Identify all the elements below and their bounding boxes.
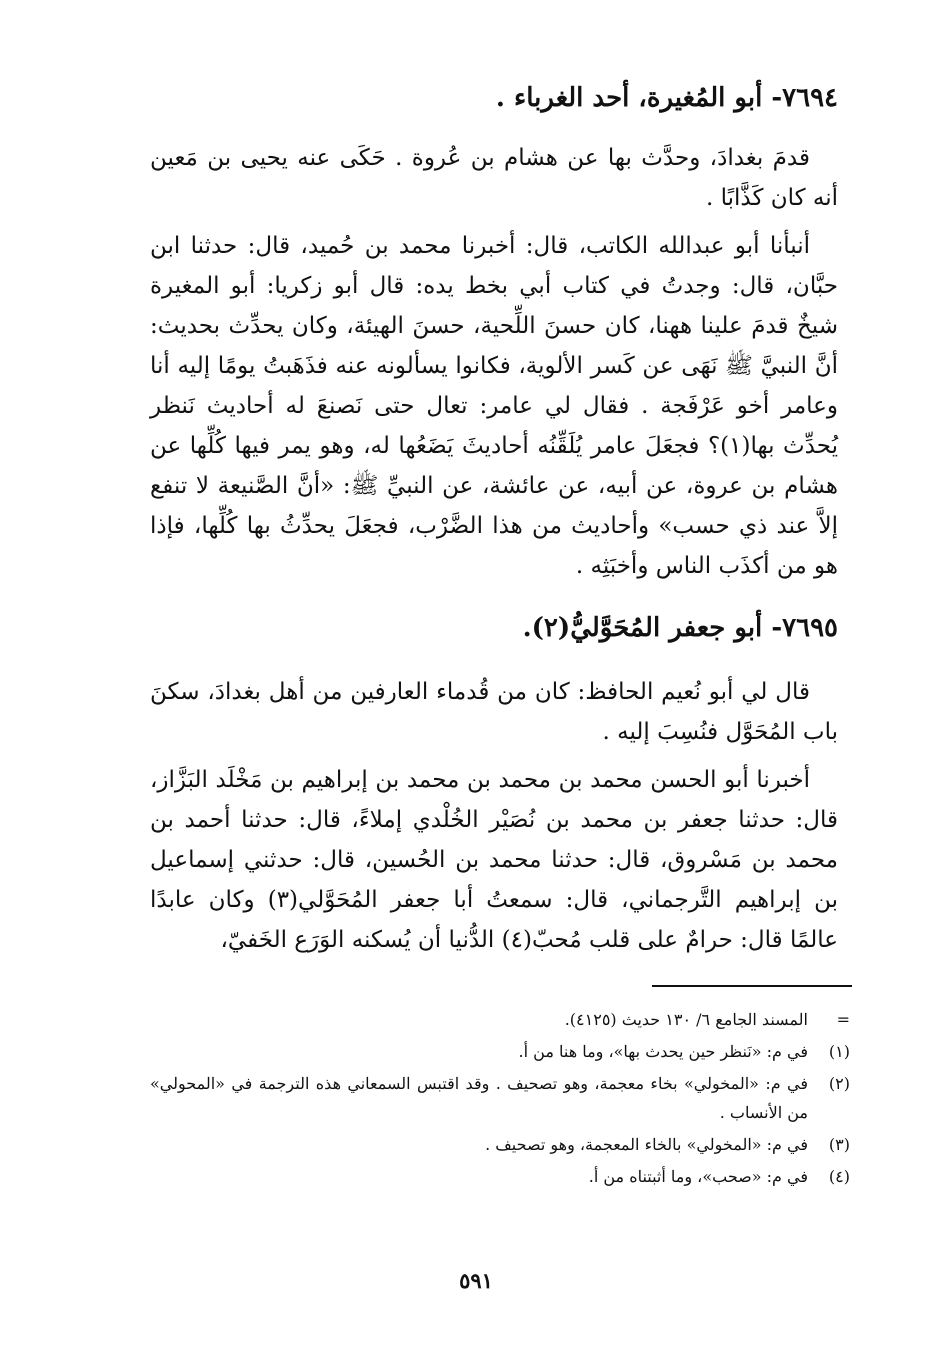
footnote-number: (٢) bbox=[828, 1074, 850, 1093]
entry-7695-isnad bbox=[150, 760, 838, 960]
entry-7695-body bbox=[150, 672, 838, 752]
footnote-number: (٣) bbox=[828, 1135, 850, 1154]
entry-heading: ٧٦٩٤- أبو المُغيرة، أحد الغرباء . bbox=[495, 83, 838, 113]
page-number: ٥٩١ bbox=[459, 1268, 493, 1293]
footnote-number: (٤) bbox=[828, 1167, 850, 1186]
footnote-item bbox=[150, 1005, 850, 1034]
footnote-divider bbox=[652, 985, 852, 987]
footnote-item bbox=[150, 1037, 850, 1066]
footnote-text: في م: «صحب»، وما أثبتناه من أ. bbox=[588, 1167, 808, 1186]
entry-7694-body bbox=[150, 138, 838, 218]
footnote-text: المسند الجامع ٦/ ١٣٠ حديث (٤١٢٥). bbox=[564, 1010, 808, 1029]
entry-7694 bbox=[150, 78, 838, 118]
footnote-item bbox=[150, 1130, 850, 1159]
footnote-item bbox=[150, 1162, 850, 1191]
paragraph: أنبأنا أبو عبدالله الكاتب، قال: أخبرنا محمد بن حُميد، قال: حدثنا ابن حبَّان، قال: وجدتُ في كتاب أبي بخط يده: قال أبو زكريا: أبو المغيرة شيخٌ قدمَ علينا ههنا، كان حسنَ اللِّحية، حسنَ الهيئة، وكان يحدِّث بحديث: أنَّ النبيَّ ﷺ نَهَى عن كَسر الألوية، فكانوا يسألونه عنه فذَهَبتُ يومًا إليه أنا وعامر أخو عَرْفَجة . فقال لي عامر: تعال حتى نَصنعَ له أحاديث نَنظر يُحدِّث بها(١)؟ فجعَلَ عامر يُلَقِّنُه أحاديثَ يَضَعُها له، وهو يمر فيها كُلِّها عن هشام بن عروة، عن أبيه، عن عائشة، عن النبيِّ ﷺ: «أنَّ الصَّنيعة لا تنفع إلاَّ عند ذي حسب» وأحاديث من هذا الضَّرْب، فجعَلَ يحدِّثُ بها كُلِّها، فإذا هو من أكذَب الناس وأخبَثِه . bbox=[150, 233, 838, 579]
footnotes bbox=[150, 1005, 850, 1194]
footnote-text: في م: «المخولي» بخاء معجمة، وهو تصحيف . وقد اقتبس السمعاني هذه الترجمة في «المحولي» من الأنساب . bbox=[150, 1074, 808, 1122]
footnote-number: = bbox=[836, 1010, 850, 1029]
footnote-item bbox=[150, 1069, 850, 1127]
footnote-text: في م: «نَنظر حين يحدث بها»، وما هنا من أ. bbox=[518, 1042, 808, 1061]
paragraph: قدمَ بغدادَ، وحدَّث بها عن هشام بن عُروة . حَكَى عنه يحيى بن مَعين أنه كان كَذَّابًا . bbox=[150, 145, 838, 211]
entry-heading: ٧٦٩٥- أبو جعفر المُحَوَّليُّ(٢). bbox=[522, 613, 838, 643]
paragraph: أخبرنا أبو الحسن محمد بن محمد بن محمد بن إبراهيم بن مَخْلَد البَزَّاز، قال: حدثنا جعفر بن محمد بن نُصَيْر الخُلْدي إملاءً، قال: حدثنا أحمد بن محمد بن مَسْروق، قال: حدثنا محمد بن الحُسين، قال: حدثني إسماعيل بن إبراهيم التَّرجماني، قال: سمعتُ أبا جعفر المُحَوَّلي(٣) وكان عابدًا عالمًا قال: حرامٌ على قلب مُحبّ(٤) الدُّنيا أن يُسكنه الوَرَع الخَفيّ، bbox=[150, 767, 838, 953]
entry-7694-isnad bbox=[150, 226, 838, 586]
footnote-number: (١) bbox=[828, 1042, 850, 1061]
entry-7695 bbox=[150, 608, 838, 648]
paragraph: قال لي أبو نُعيم الحافظ: كان من قُدماء العارفين من أهل بغدادَ، سكنَ باب المُحَوَّل فنُسِبَ إليه . bbox=[150, 679, 838, 745]
footnote-text: في م: «المخولي» بالخاء المعجمة، وهو تصحيف . bbox=[485, 1135, 808, 1154]
